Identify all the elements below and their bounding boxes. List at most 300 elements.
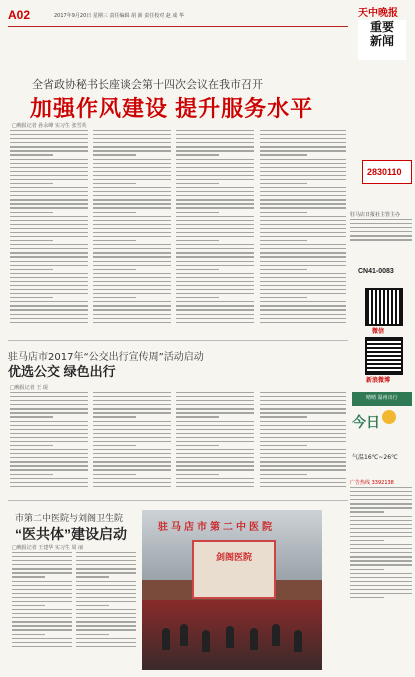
- text-line: [10, 277, 88, 278]
- text-line: [12, 605, 45, 606]
- text-line: [93, 461, 171, 462]
- text-line: [10, 437, 88, 438]
- story1-col-2: [93, 130, 171, 326]
- text-line: [176, 220, 254, 221]
- text-line: [93, 203, 171, 204]
- text-line: [93, 478, 171, 479]
- text-line: [176, 277, 254, 278]
- text-line: [93, 400, 171, 401]
- text-line: [76, 629, 136, 630]
- text-line: [93, 130, 171, 131]
- text-line: [176, 478, 254, 479]
- text-line: [350, 511, 384, 512]
- text-line: [260, 318, 346, 319]
- text-line: [10, 392, 88, 393]
- person: [250, 628, 258, 650]
- text-line: [260, 293, 346, 294]
- text-line: [260, 244, 346, 245]
- text-line: [350, 593, 412, 594]
- person: [272, 624, 280, 646]
- text-line: [350, 564, 412, 565]
- text-line: [10, 252, 88, 253]
- text-line: [350, 516, 412, 517]
- page-header: [8, 8, 348, 27]
- text-line: [93, 179, 171, 180]
- text-line: [176, 134, 254, 135]
- text-line: [93, 171, 171, 172]
- text-line: [176, 482, 254, 483]
- text-line: [350, 581, 412, 582]
- text-line: [260, 150, 346, 151]
- text-line: [93, 277, 171, 278]
- text-line: [93, 421, 171, 422]
- text-line: [176, 138, 254, 139]
- text-line: [76, 581, 136, 582]
- text-line: [76, 593, 136, 594]
- text-line: [12, 634, 45, 635]
- text-line: [176, 142, 254, 143]
- text-line: [176, 289, 254, 290]
- story3-kicker: 市第二中医院与刘阁卫生院: [15, 514, 124, 524]
- text-line: [176, 228, 254, 229]
- text-line: [260, 469, 346, 470]
- text-line: [10, 433, 88, 434]
- text-line: [10, 150, 88, 151]
- text-line: [260, 269, 307, 270]
- text-line: [176, 305, 254, 306]
- page-number: A02: [8, 8, 31, 22]
- text-line: [260, 183, 307, 184]
- text-line: [260, 220, 346, 221]
- text-line: [76, 609, 136, 610]
- text-line: [176, 191, 254, 192]
- paper-info: 驻马店日报社主管主办: [350, 212, 401, 218]
- text-line: [350, 536, 412, 537]
- text-line: [93, 486, 171, 487]
- person: [294, 630, 302, 652]
- text-line: [350, 520, 412, 521]
- text-line: [12, 589, 72, 590]
- text-line: [76, 556, 136, 557]
- text-line: [12, 576, 45, 577]
- text-line: [12, 564, 72, 565]
- text-line: [76, 568, 136, 569]
- text-line: [93, 457, 171, 458]
- text-line: [93, 175, 171, 176]
- story1-col-1: [10, 130, 88, 326]
- text-line: [76, 642, 136, 643]
- text-line: [93, 453, 171, 454]
- text-line: [93, 281, 171, 282]
- text-line: [260, 167, 346, 168]
- text-line: [93, 195, 171, 196]
- text-line: [93, 232, 171, 233]
- text-line: [12, 629, 72, 630]
- text-line: [176, 183, 219, 184]
- text-line: [76, 634, 109, 635]
- text-line: [176, 273, 254, 274]
- text-line: [10, 465, 88, 466]
- text-line: [260, 191, 346, 192]
- text-line: [260, 236, 346, 237]
- text-line: [176, 408, 254, 409]
- ad-number: 2830110: [367, 167, 402, 177]
- text-line: [350, 597, 384, 598]
- text-line: [10, 297, 53, 298]
- text-line: [10, 175, 88, 176]
- text-line: [93, 191, 171, 192]
- text-line: [93, 224, 171, 225]
- text-line: [93, 416, 136, 417]
- text-line: [10, 322, 88, 323]
- text-line: [93, 207, 171, 208]
- text-line: [176, 150, 254, 151]
- text-line: [76, 601, 136, 602]
- text-line: [176, 159, 254, 160]
- ad-hotline: 广告热线 3392138: [350, 480, 394, 486]
- text-line: [260, 461, 346, 462]
- text-line: [176, 199, 254, 200]
- text-line: [93, 412, 171, 413]
- text-line: [350, 540, 384, 541]
- text-line: [260, 445, 307, 446]
- text-line: [176, 309, 254, 310]
- divider: [8, 500, 348, 501]
- text-line: [260, 453, 346, 454]
- text-line: [76, 564, 136, 565]
- text-line: [260, 261, 346, 262]
- text-line: [93, 305, 171, 306]
- text-line: [10, 142, 88, 143]
- text-line: [93, 261, 171, 262]
- text-line: [350, 552, 412, 553]
- text-line: [10, 212, 53, 213]
- text-line: [10, 216, 88, 217]
- text-line: [93, 465, 171, 466]
- text-line: [260, 130, 346, 131]
- text-line: [93, 244, 171, 245]
- text-line: [10, 228, 88, 229]
- text-line: [93, 285, 171, 286]
- text-line: [93, 392, 171, 393]
- text-line: [176, 293, 254, 294]
- text-line: [260, 187, 346, 188]
- text-line: [176, 425, 254, 426]
- text-line: [93, 248, 171, 249]
- text-line: [12, 597, 72, 598]
- text-line: [12, 642, 72, 643]
- text-line: [176, 256, 254, 257]
- weather-bar: [352, 392, 412, 406]
- text-line: [10, 305, 88, 306]
- text-line: [176, 322, 254, 323]
- text-line: [176, 167, 254, 168]
- text-line: [10, 195, 88, 196]
- text-line: [76, 613, 136, 614]
- text-line: [10, 486, 88, 487]
- text-line: [93, 429, 171, 430]
- text-line: [93, 322, 171, 323]
- section-label-1: 重要: [369, 20, 394, 34]
- text-line: [260, 449, 346, 450]
- text-line: [350, 524, 412, 525]
- entrance-banner: [192, 540, 276, 599]
- text-line: [176, 421, 254, 422]
- text-line: [350, 491, 412, 492]
- text-line: [10, 265, 88, 266]
- text-line: [10, 273, 88, 274]
- text-line: [10, 453, 88, 454]
- hospital-photo: [142, 510, 322, 670]
- text-line: [12, 625, 72, 626]
- text-line: [12, 617, 72, 618]
- text-line: [10, 293, 88, 294]
- story1-headline: 加强作风建设 提升服务水平: [30, 96, 314, 121]
- text-line: [176, 433, 254, 434]
- text-line: [10, 207, 88, 208]
- text-line: [260, 314, 346, 315]
- text-line: [93, 469, 171, 470]
- text-line: [176, 461, 254, 462]
- text-line: [176, 416, 219, 417]
- text-line: [176, 449, 254, 450]
- text-line: [76, 597, 136, 598]
- text-line: [176, 441, 254, 442]
- text-line: [260, 203, 346, 204]
- text-line: [93, 134, 171, 135]
- story2-headline: 优选公交 绿色出行: [8, 364, 116, 379]
- text-line: [260, 425, 346, 426]
- text-line: [260, 175, 346, 176]
- text-line: [10, 269, 53, 270]
- text-line: [10, 441, 88, 442]
- text-line: [10, 183, 53, 184]
- text-line: [10, 232, 88, 233]
- text-line: [93, 228, 171, 229]
- text-line: [93, 301, 171, 302]
- text-line: [176, 457, 254, 458]
- text-line: [176, 453, 254, 454]
- text-line: [10, 138, 88, 139]
- text-line: [176, 236, 254, 237]
- text-line: [10, 457, 88, 458]
- text-line: [260, 216, 346, 217]
- text-line: [260, 301, 346, 302]
- text-line: [93, 273, 171, 274]
- story3-byline: □晚报记者 王建华 实习生 周 丽: [12, 545, 84, 551]
- text-line: [93, 318, 171, 319]
- text-line: [176, 130, 254, 131]
- text-line: [10, 240, 53, 241]
- text-line: [93, 183, 136, 184]
- text-line: [93, 441, 171, 442]
- text-line: [12, 556, 72, 557]
- text-line: [10, 301, 88, 302]
- text-line: [10, 191, 88, 192]
- text-line: [176, 212, 219, 213]
- text-line: [10, 318, 88, 319]
- text-line: [12, 593, 72, 594]
- text-line: [260, 416, 307, 417]
- text-line: [176, 240, 219, 241]
- weibo-qr: [365, 337, 403, 375]
- story1-col-3: [176, 130, 254, 326]
- text-line: [12, 568, 72, 569]
- text-line: [93, 482, 171, 483]
- text-line: [10, 425, 88, 426]
- text-line: [350, 227, 412, 228]
- text-line: [260, 265, 346, 266]
- text-line: [260, 142, 346, 143]
- text-line: [350, 544, 412, 545]
- text-line: [10, 421, 88, 422]
- text-line: [176, 437, 254, 438]
- temperature: 气温16℃~26℃: [352, 454, 398, 461]
- text-line: [260, 309, 346, 310]
- text-line: [260, 179, 346, 180]
- text-line: [93, 142, 171, 143]
- text-line: [350, 235, 412, 236]
- text-line: [12, 560, 72, 561]
- story3-headline: “医共体”建设启动: [15, 526, 127, 542]
- text-line: [10, 396, 88, 397]
- text-line: [12, 621, 72, 622]
- text-line: [93, 138, 171, 139]
- text-line: [10, 163, 88, 164]
- text-line: [260, 134, 346, 135]
- text-line: [176, 445, 219, 446]
- story2-col-3: [176, 392, 254, 490]
- person: [180, 624, 188, 646]
- text-line: [260, 297, 307, 298]
- story1-col-4: [260, 130, 346, 326]
- text-line: [350, 573, 412, 574]
- text-line: [260, 256, 346, 257]
- text-line: [350, 223, 412, 224]
- text-line: [260, 305, 346, 306]
- text-line: [260, 281, 346, 282]
- text-line: [76, 617, 136, 618]
- text-line: [260, 482, 346, 483]
- text-line: [93, 150, 171, 151]
- text-line: [10, 171, 88, 172]
- text-line: [176, 392, 254, 393]
- header-meta: 2017年9月20日 星期三 责任编辑 胡 新 责任校对 赵 成 华: [54, 13, 184, 19]
- text-line: [260, 474, 307, 475]
- text-line: [93, 437, 171, 438]
- text-line: [176, 396, 254, 397]
- text-line: [10, 289, 88, 290]
- text-line: [10, 445, 53, 446]
- text-line: [93, 297, 136, 298]
- story1-kicker: 全省政协秘书长座谈会第十四次会议在我市召开: [32, 78, 263, 91]
- text-line: [260, 433, 346, 434]
- text-line: [176, 207, 254, 208]
- text-line: [260, 412, 346, 413]
- text-line: [93, 293, 171, 294]
- text-line: [76, 621, 136, 622]
- story2-col-4: [260, 392, 346, 490]
- story3-col-2: [76, 552, 136, 650]
- text-line: [176, 224, 254, 225]
- text-line: [76, 552, 136, 553]
- text-line: [350, 487, 412, 488]
- text-line: [12, 609, 72, 610]
- text-line: [176, 203, 254, 204]
- text-line: [260, 171, 346, 172]
- qr-label-wechat: 微信: [372, 328, 385, 335]
- text-line: [12, 601, 72, 602]
- story1-byline: □晚报记者 孙永峰 实习生 张雪英: [12, 123, 87, 129]
- text-line: [350, 589, 412, 590]
- text-line: [93, 449, 171, 450]
- text-line: [93, 167, 171, 168]
- text-line: [93, 433, 171, 434]
- text-line: [10, 154, 53, 155]
- text-line: [260, 322, 346, 323]
- text-line: [176, 400, 254, 401]
- text-line: [176, 318, 254, 319]
- text-line: [12, 572, 72, 573]
- text-line: [10, 309, 88, 310]
- masthead: [356, 4, 408, 56]
- text-line: [260, 421, 346, 422]
- text-line: [350, 532, 412, 533]
- text-line: [12, 646, 72, 647]
- text-line: [93, 199, 171, 200]
- text-line: [93, 445, 136, 446]
- text-line: [176, 179, 254, 180]
- text-line: [260, 478, 346, 479]
- text-line: [10, 134, 88, 135]
- text-line: [260, 289, 346, 290]
- story3-col-1: [12, 552, 72, 650]
- text-line: [12, 581, 72, 582]
- paper-logo: 天中晚报: [358, 8, 398, 19]
- text-line: [12, 638, 72, 639]
- text-line: [93, 265, 171, 266]
- text-line: [10, 167, 88, 168]
- rail-ads: [350, 480, 412, 601]
- text-line: [10, 244, 88, 245]
- text-line: [10, 478, 88, 479]
- text-line: [260, 212, 307, 213]
- text-line: [260, 146, 346, 147]
- text-line: [10, 159, 88, 160]
- text-line: [10, 429, 88, 430]
- text-line: [10, 469, 88, 470]
- text-line: [93, 425, 171, 426]
- text-line: [176, 146, 254, 147]
- text-line: [176, 154, 219, 155]
- text-line: [93, 269, 136, 270]
- text-line: [176, 232, 254, 233]
- story2-byline: □晚报记者 王 琨: [10, 385, 48, 391]
- text-line: [93, 396, 171, 397]
- text-line: [93, 240, 136, 241]
- person: [162, 628, 170, 650]
- text-line: [176, 269, 219, 270]
- text-line: [176, 244, 254, 245]
- text-line: [76, 585, 136, 586]
- text-line: [93, 474, 136, 475]
- story2-kicker: 驻马店市2017年“公交出行宣传周”活动启动: [8, 352, 204, 363]
- text-line: [76, 572, 136, 573]
- text-line: [93, 314, 171, 315]
- text-line: [93, 216, 171, 217]
- text-line: [260, 408, 346, 409]
- text-line: [10, 482, 88, 483]
